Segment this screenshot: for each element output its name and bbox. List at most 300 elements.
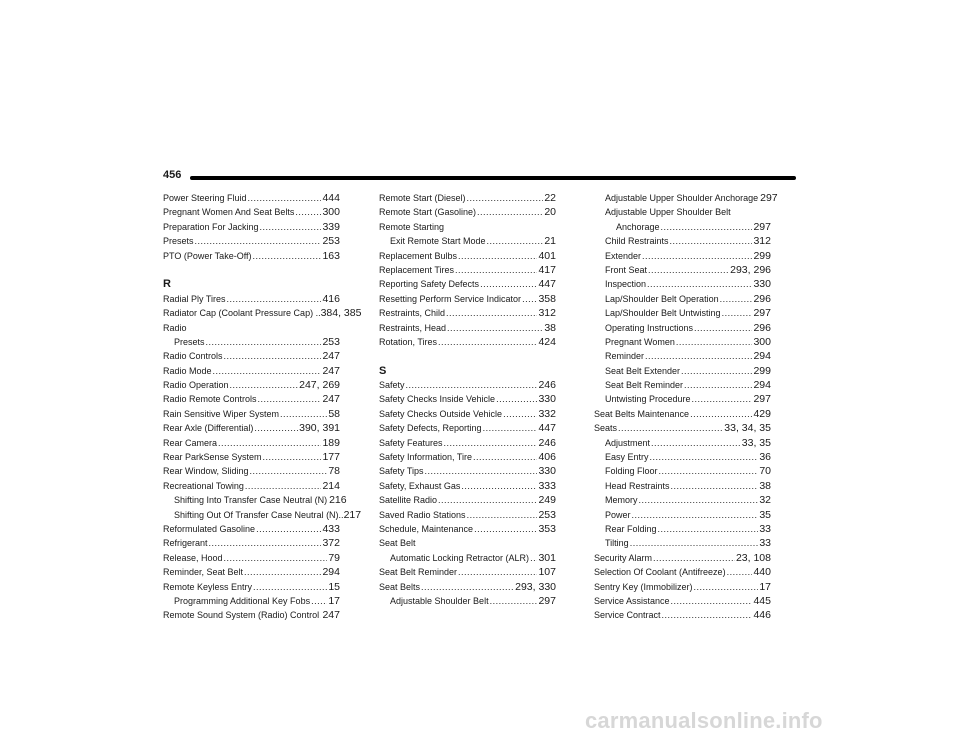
index-entry-page-ref: 293, 296 [730,263,771,276]
dot-leader [727,565,753,579]
index-entry-label: Rear Window, Sliding [163,466,249,477]
index-entry [163,551,340,565]
index-entry-label: Seat Belts Maintenance [594,408,690,419]
index-entry-label: Memory [605,495,638,506]
dot-leader [461,479,537,493]
dot-leader [311,594,327,608]
index-entry [594,321,771,335]
index-entry [163,407,340,421]
index-entry-label: Remote Start (Diesel) [379,193,466,203]
index-entry-page-ref: 214 [322,479,340,492]
index-entry-label: Radiator Cap (Coolant Pressure Cap) .. [163,308,321,319]
index-entry-page-ref: 301 [538,551,556,564]
index-entry-label: Replacement Tires [379,264,455,275]
index-entry-label: Preparation For Jacking [163,221,259,232]
index-column-2 [379,191,556,608]
index-entry-label: Security Alarm [594,552,653,563]
index-entry-label: Remote Start (Gasoline) [379,207,477,218]
index-entry-page-ref: 353 [538,522,556,535]
index-entry-page-ref: 36 [759,451,771,464]
index-entry-label: Child Restraints [605,236,669,247]
index-entry-page-ref: 447 [538,422,556,435]
index-entry [594,608,771,622]
index-entry-page-ref: 445 [753,594,771,607]
index-entry-label: Tilting [605,538,629,549]
index-entry-page-ref: 424 [538,335,556,348]
index-entry-page-ref: 297 [538,594,556,607]
dot-leader [258,392,322,406]
dot-leader [467,191,544,205]
index-entry-label: Seat Belt Extender [605,365,681,376]
index-entry [379,522,556,536]
dot-leader [224,551,328,565]
index-entry [379,594,556,608]
watermark: carmanualsonline.info [585,708,823,733]
dot-leader [480,277,537,291]
index-entry-page-ref: 372 [322,537,340,550]
dot-leader [490,594,538,608]
index-entry [163,436,340,450]
index-entry-label: Automatic Locking Retractor (ALR) [390,552,530,563]
index-entry [379,436,556,450]
index-entry-label: Remote Sound System (Radio) Control [163,610,320,621]
index-entry [163,220,340,234]
index-entry-page-ref: 70 [759,465,771,478]
index-entry [594,479,771,493]
dot-leader [722,306,753,320]
index-entry-page-ref: 38 [759,479,771,492]
index-entry [379,536,556,550]
index-entry-label: Untwisting Procedure [605,394,691,405]
index-entry-label: Saved Radio Stations [379,509,466,520]
index-entry [163,508,362,522]
dot-leader [425,464,538,478]
index-entry-page-ref: 247, 269 [299,379,340,392]
index-entry [163,335,340,349]
dot-leader [483,421,538,435]
dot-leader [684,378,752,392]
index-entry-label: Power [605,509,631,520]
dot-leader [446,306,537,320]
index-entry-label: Satellite Radio [379,495,438,506]
index-entry-page-ref: 406 [538,451,556,464]
dot-leader [694,580,759,594]
dot-leader [658,522,759,536]
index-entry-label: Safety Tips [379,466,424,477]
index-section-letter: S [379,364,387,377]
index-entry [594,522,771,536]
index-entry-page-ref: 384, 385 [320,307,362,320]
dot-leader [647,277,752,291]
index-entry [379,306,556,320]
index-entry-page-ref: 33 [759,537,771,550]
index-entry-label: Lap/Shoulder Belt Operation [605,293,719,304]
index-entry-label: Refrigerant [163,538,208,549]
index-entry-label: Head Restraints [605,480,670,491]
dot-leader [280,407,327,421]
index-entry-page-ref: 312 [753,235,771,248]
index-entry-page-ref: 299 [753,364,771,377]
page-number: 456 [163,169,182,181]
index-entry-label: Extender [605,250,642,261]
dot-leader [653,551,735,565]
index-entry-page-ref: 38 [544,321,556,334]
index-entry-label: PTO (Power Take-Off) [163,250,252,261]
index-entry-label: Remote Starting [379,221,445,232]
dot-leader [218,436,321,450]
index-entry-label: Reminder [605,351,645,362]
dot-leader [230,378,299,392]
index-entry [379,565,556,579]
dot-leader [650,450,759,464]
index-entry-page-ref: 21 [544,235,556,248]
index-entry-page-ref: 253 [538,508,556,521]
index-entry [379,580,556,594]
index-entry [594,493,771,507]
index-section-letter: R [163,278,171,291]
index-entry-page-ref: 33 [759,522,771,535]
index-entry-label: Schedule, Maintenance [379,523,474,534]
index-entry-label: Anchorage [616,221,660,232]
index-entry-label: Presets [174,336,205,347]
index-entry-page-ref: 247 [322,609,340,622]
index-entry-page-ref: 107 [538,566,556,579]
index-entry [163,450,340,464]
index-entry-label: Service Assistance [594,595,670,606]
index-entry-label: Rain Sensitive Wiper System [163,408,280,419]
index-entry [163,392,340,406]
index-entry [163,234,340,248]
index-entry-label: Seat Belt [379,538,416,549]
dot-leader [213,364,322,378]
index-entry-page-ref: 177 [322,451,340,464]
index-entry-page-ref: 79 [328,551,340,564]
index-entry-label: Restraints, Head [379,322,447,333]
index-entry-label: Safety Defects, Reporting [379,423,482,434]
index-entry [379,493,556,507]
index-entry [594,551,771,565]
index-entry [594,594,771,608]
index-entry-page-ref: 246 [538,379,556,392]
dot-leader [530,551,537,565]
index-entry [379,508,556,522]
index-entry-page-ref: 20 [544,206,556,219]
index-entry [594,292,771,306]
index-entry-label: Radio Remote Controls [163,394,257,405]
index-entry [379,464,556,478]
index-entry-page-ref: 58 [328,407,340,420]
index-entry-page-ref: 299 [753,249,771,262]
index-entry-label: Rear Camera [163,437,218,448]
dot-leader [250,464,328,478]
index-entry [163,205,340,219]
dot-leader [256,522,321,536]
index-entry-label: Shifting Out Of Transfer Case Neutral (N).. [174,509,344,520]
index-entry-page-ref: 294 [322,566,340,579]
dot-leader [618,421,723,435]
dot-leader [245,479,322,493]
index-entry-page-ref: 247 [322,350,340,363]
index-entry [594,378,771,392]
index-entry [379,392,556,406]
index-entry-page-ref: 293, 330 [515,580,556,593]
index-entry-page-ref: 447 [538,278,556,291]
index-entry-label: Sentry Key (Immobilizer) [594,581,693,592]
index-entry-page-ref: 401 [538,249,556,262]
dot-leader [487,234,544,248]
dot-leader [473,450,537,464]
index-entry [379,479,556,493]
index-entry-label: Rear Folding [605,523,657,534]
index-entry-label: Safety Information, Tire [379,452,473,463]
index-entry-label: Rotation, Tires [379,336,438,347]
index-entry [163,522,340,536]
index-entry [163,364,340,378]
index-entry [594,191,778,205]
dot-leader [659,464,759,478]
index-entry-label: Safety [379,380,405,391]
index-entry-page-ref: 300 [753,335,771,348]
index-entry-page-ref: 330 [538,465,556,478]
index-entry-label: Radio Controls [163,351,223,362]
dot-leader [438,493,537,507]
dot-leader [671,479,759,493]
index-entry-page-ref: 440 [753,566,771,579]
index-entry-page-ref: 417 [538,263,556,276]
dot-leader [467,508,538,522]
index-entry-label: Radio Mode [163,365,212,376]
index-entry-label: Replacement Bulbs [379,250,458,261]
index-entry [594,335,771,349]
dot-leader [651,436,741,450]
index-entry [163,479,340,493]
index-entry [594,277,771,291]
index-entry-page-ref: 216 [329,494,347,507]
index-entry-label: Remote Keyless Entry [163,581,253,592]
dot-leader [458,565,537,579]
dot-leader [503,407,537,421]
dot-leader [253,580,327,594]
dot-leader [248,191,322,205]
index-entry [594,436,771,450]
index-entry-label: Safety Features [379,437,443,448]
index-entry-label: Operating Instructions [605,322,694,333]
index-entry [163,191,340,205]
index-entry [594,234,771,248]
index-entry [594,220,771,234]
index-entry [379,407,556,421]
index-entry-label: Safety Checks Inside Vehicle [379,394,496,405]
index-entry [163,421,340,435]
dot-leader [263,450,322,464]
index-entry [379,335,556,349]
dot-leader [295,205,321,219]
index-entry-page-ref: 78 [328,465,340,478]
index-entry [163,493,347,507]
index-entry-label: Radio [163,322,187,333]
dot-leader [632,508,759,522]
index-entry [379,234,556,248]
index-entry-label: Pregnant Women And Seat Belts [163,207,295,218]
dot-leader [477,205,543,219]
index-entry-page-ref: 297 [753,220,771,233]
index-entry-label: Safety, Exhaust Gas [379,480,461,491]
index-entry [379,421,556,435]
dot-leader [694,321,752,335]
header-rule [190,176,796,180]
index-entry-label: Reformulated Gasoline [163,523,256,534]
index-entry-page-ref: 330 [538,393,556,406]
index-entry [379,277,556,291]
index-entry [594,407,771,421]
index-entry-label: Seat Belt Reminder [605,380,684,391]
index-entry-page-ref: 33, 35 [741,436,771,449]
index-entry [379,450,556,464]
index-entry-label: Exit Remote Start Mode [390,236,486,247]
index-entry-page-ref: 33, 34, 35 [724,422,771,435]
index-entry-page-ref: 23, 108 [735,551,771,564]
index-entry [163,349,340,363]
index-entry-label: Restraints, Child [379,308,446,319]
dot-leader [676,335,753,349]
index-entry [379,249,556,263]
index-entry-label: Shifting Into Transfer Case Neutral (N) [174,495,328,506]
index-entry-page-ref: 390, 391 [299,422,340,435]
index-entry [163,321,340,335]
index-entry-page-ref: 247 [322,393,340,406]
dot-leader [681,364,752,378]
index-entry [594,263,771,277]
dot-leader [661,220,753,234]
dot-leader [522,292,537,306]
dot-leader [690,407,752,421]
dot-leader [692,392,753,406]
index-entry [163,594,340,608]
index-entry-page-ref: 253 [322,235,340,248]
index-entry [594,580,771,594]
index-entry-page-ref: 444 [322,192,340,204]
dot-leader [195,234,322,248]
index-entry-label: Power Steering Fluid [163,193,247,203]
index-entry-label: Resetting Perform Service Indicator [379,293,522,304]
index-entry-page-ref: 294 [753,350,771,363]
dot-leader [320,608,321,622]
index-entry [594,464,771,478]
index-entry-label: Adjustable Shoulder Belt [390,595,489,606]
index-entry-label: Lap/Shoulder Belt Untwisting [605,308,721,319]
index-entry-label: Presets [163,236,194,247]
dot-leader [639,493,759,507]
index-column-3 [594,191,778,623]
index-entry-page-ref: 296 [753,292,771,305]
index-entry [594,306,771,320]
dot-leader [642,249,752,263]
index-entry-label: Radial Ply Tires [163,293,226,304]
index-entry-label: Selection Of Coolant (Antifreeze) [594,567,726,578]
index-entry-page-ref: 297 [753,307,771,320]
dot-leader [206,335,322,349]
index-entry-label: Front Seat [605,264,648,275]
index-entry [594,249,771,263]
dot-leader [447,321,543,335]
index-entry-page-ref: 15 [328,580,340,593]
dot-leader [444,436,538,450]
index-entry-label: Pregnant Women [605,336,675,347]
index-entry-page-ref: 429 [753,407,771,420]
index-entry-page-ref: 163 [322,249,340,262]
dot-leader [662,608,753,622]
index-entry-page-ref: 446 [753,609,771,622]
index-entry [163,580,340,594]
index-entry-page-ref: 17 [759,580,771,593]
dot-leader [209,536,322,550]
dot-leader [720,292,753,306]
index-entry-page-ref: 246 [538,436,556,449]
index-entry [594,421,771,435]
index-entry-page-ref: 333 [538,479,556,492]
index-entry [594,205,771,219]
index-entry-page-ref: 35 [759,508,771,521]
dot-leader [496,392,537,406]
index-entry [163,292,340,306]
index-entry [379,220,556,234]
index-entry-page-ref: 22 [544,192,556,204]
index-entry [379,551,556,565]
index-entry-label: Inspection [605,279,647,290]
index-entry-label: Easy Entry [605,452,649,463]
index-entry-page-ref: 330 [753,278,771,291]
index-entry-label: Programming Additional Key Fobs [174,595,311,606]
dot-leader [458,249,537,263]
index-entry-page-ref: 416 [322,292,340,305]
index-entry-label: Seat Belt Reminder [379,567,458,578]
index-entry-label: Service Contract [594,610,661,621]
dot-leader [648,263,729,277]
dot-leader [671,594,753,608]
index-entry [379,292,556,306]
index-entry-label: Reminder, Seat Belt [163,567,244,578]
dot-leader [438,335,537,349]
index-entry-page-ref: 32 [759,494,771,507]
index-entry-label: Folding Floor [605,466,658,477]
dot-leader [670,234,753,248]
index-entry [163,608,340,622]
index-entry [594,392,771,406]
index-entry-page-ref: 300 [322,206,340,219]
index-entry [379,378,556,392]
index-entry [594,450,771,464]
index-entry-page-ref: 296 [753,321,771,334]
index-entry-page-ref: 358 [538,292,556,305]
index-entry-label: Rear Axle (Differential) [163,423,254,434]
index-entry [163,464,340,478]
index-entry-page-ref: 297 [760,192,778,204]
index-entry-label: Radio Operation [163,380,229,391]
index-entry-page-ref: 312 [538,307,556,320]
index-entry-label: Adjustable Upper Shoulder Belt [605,207,731,218]
index-entry [163,306,362,320]
index-entry [379,205,556,219]
index-entry [163,536,340,550]
dot-leader [260,220,322,234]
index-entry-label: Recreational Towing [163,480,244,491]
dot-leader [254,421,298,435]
index-entry [379,321,556,335]
dot-leader [244,565,321,579]
index-entry-page-ref: 217 [343,508,362,521]
index-entry-page-ref: 17 [328,594,340,607]
index-entry-label: Rear ParkSense System [163,452,262,463]
